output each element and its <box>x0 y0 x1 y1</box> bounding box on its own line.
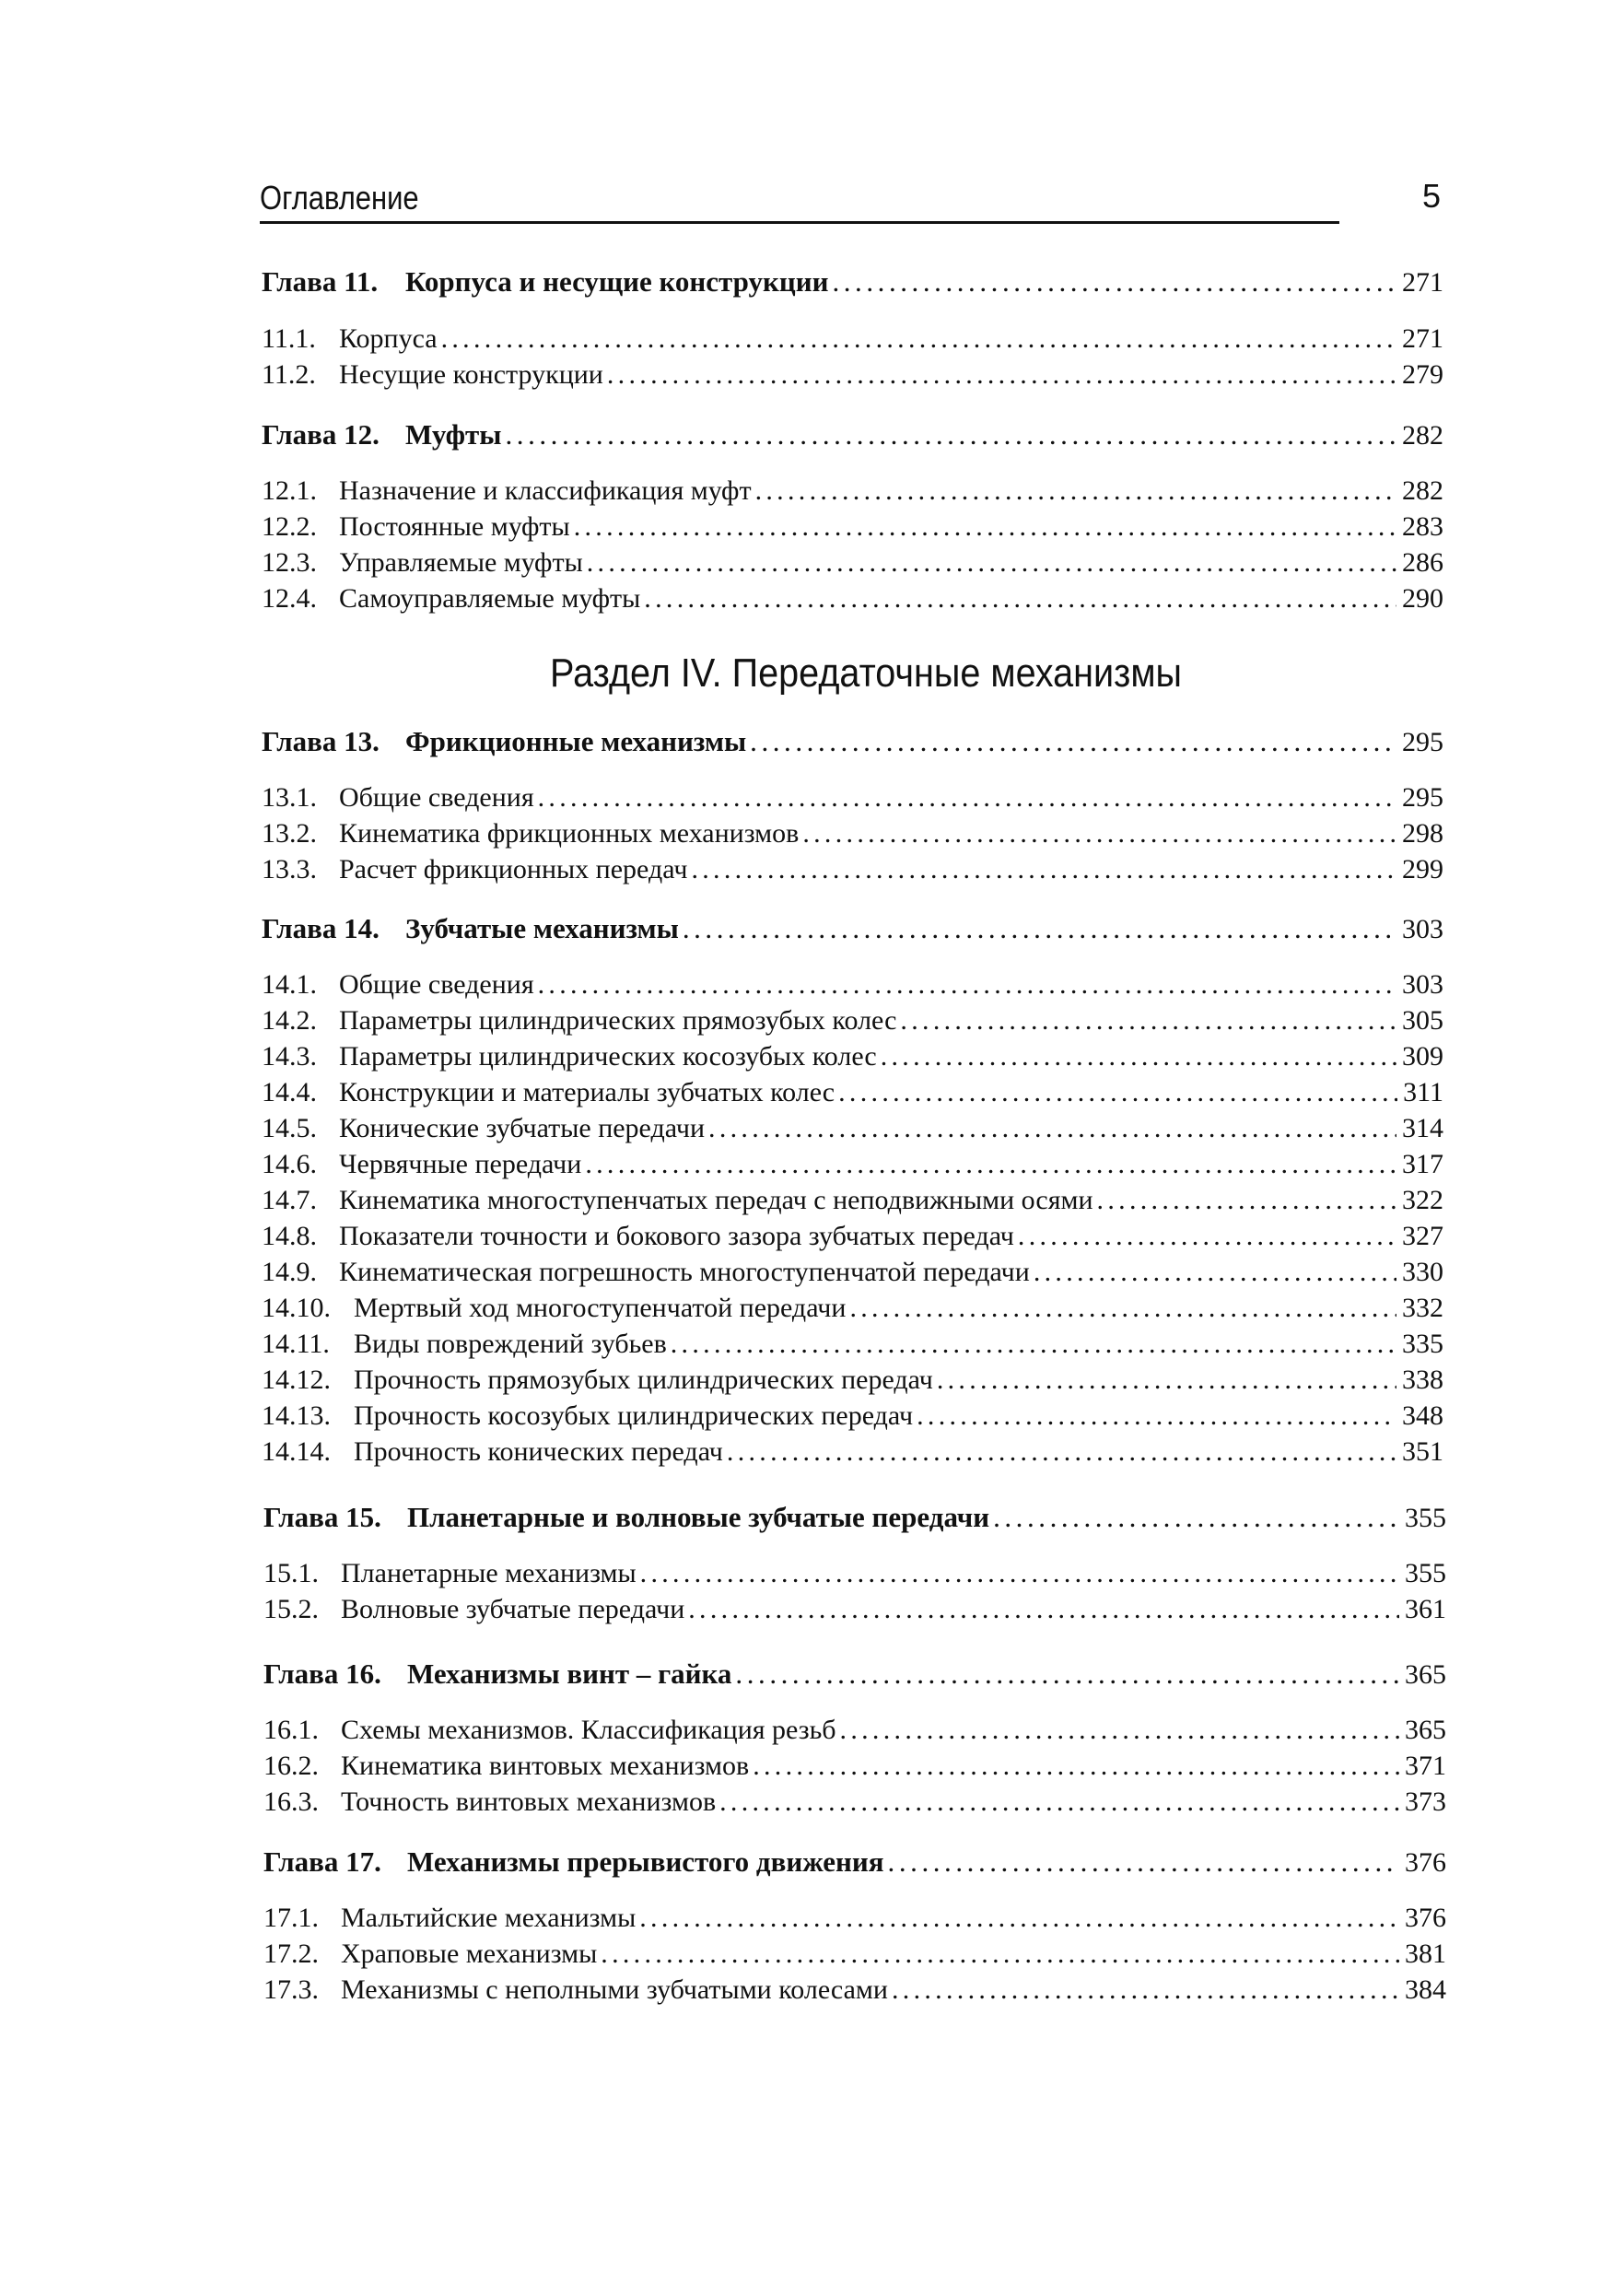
chapter-title: Планетарные и волновые зубчатые передачи <box>407 1501 990 1533</box>
dot-leader <box>585 1146 1396 1183</box>
dot-leader <box>708 1110 1396 1147</box>
section-number: 14.5. <box>262 1113 317 1143</box>
toc-section-14-4[interactable] <box>262 1074 1443 1111</box>
page-ref: 322 <box>1402 1185 1443 1215</box>
section-title: Общие сведения <box>339 969 534 1000</box>
section-title: Общие сведения <box>339 782 534 813</box>
dot-leader <box>900 1002 1396 1039</box>
chapter-title: Механизмы винт – гайка <box>407 1658 732 1690</box>
page-ref: 311 <box>1403 1077 1443 1107</box>
section-title: Прочность конических передач <box>354 1436 723 1467</box>
page-ref: 295 <box>1402 782 1443 813</box>
section-title: Кинематическая погрешность многоступенчатой передачи <box>339 1257 1030 1287</box>
toc-section-17-1[interactable] <box>263 1900 1446 1937</box>
section-number: 14.13. <box>262 1400 331 1431</box>
dot-leader <box>640 1555 1399 1592</box>
dot-leader <box>993 1499 1399 1536</box>
section-title: Схемы механизмов. Классификация резьб <box>341 1715 836 1745</box>
page-ref: 371 <box>1405 1751 1446 1781</box>
dot-leader <box>838 1074 1397 1111</box>
chapter-number: Глава 12. <box>262 418 380 451</box>
dot-leader <box>753 1748 1399 1785</box>
dot-leader <box>888 1844 1399 1880</box>
page-ref: 332 <box>1402 1293 1443 1323</box>
chapter-title: Муфты <box>405 418 502 451</box>
toc-section-14-8[interactable] <box>262 1218 1443 1255</box>
section-title: Параметры цилиндрических прямозубых колес <box>339 1005 897 1036</box>
page-ref: 381 <box>1405 1939 1446 1969</box>
section-title: Конические зубчатые передачи <box>339 1113 706 1143</box>
dot-leader <box>917 1398 1396 1435</box>
section-title: Самоуправляемые муфты <box>339 583 641 614</box>
section-number: 12.4. <box>262 583 317 614</box>
dot-leader <box>849 1290 1396 1327</box>
toc-section-14-11[interactable] <box>262 1326 1443 1363</box>
toc-section-13-1[interactable] <box>262 779 1443 816</box>
dot-leader <box>441 321 1396 357</box>
dot-leader <box>601 1936 1399 1973</box>
toc-chapter-12[interactable] <box>262 416 1443 453</box>
section-number: 16.3. <box>263 1786 319 1817</box>
dot-leader <box>750 723 1396 760</box>
dot-leader <box>802 815 1396 852</box>
dot-leader <box>505 416 1396 453</box>
page-ref: 384 <box>1405 1974 1446 2005</box>
page-ref: 317 <box>1402 1149 1443 1179</box>
dot-leader <box>688 1591 1399 1628</box>
page-ref: 330 <box>1402 1257 1443 1287</box>
section-number: 12.3. <box>262 547 317 578</box>
section-title: Волновые зубчатые передачи <box>341 1594 685 1624</box>
toc-section-12-4[interactable] <box>262 580 1443 617</box>
dot-leader <box>727 1434 1396 1470</box>
dot-leader <box>937 1362 1396 1399</box>
section-title: Расчет фрикционных передач <box>339 854 688 884</box>
section-title: Виды повреждений зубьев <box>354 1329 667 1359</box>
section-title: Кинематика многоступенчатых передач с неподвижными осями <box>339 1185 1093 1215</box>
page-ref: 327 <box>1402 1221 1443 1251</box>
section-number: 14.10. <box>262 1293 331 1323</box>
section-number: 14.3. <box>262 1041 317 1072</box>
toc-section-17-3[interactable] <box>263 1972 1446 2009</box>
section-title: Точность винтовых механизмов <box>341 1786 717 1817</box>
section-number: 14.2. <box>262 1005 317 1036</box>
section-number: 14.4. <box>262 1077 317 1107</box>
dot-leader <box>607 357 1396 393</box>
toc-section-16-1[interactable] <box>263 1712 1446 1749</box>
page-ref: 279 <box>1402 359 1443 390</box>
dot-leader <box>538 966 1396 1003</box>
dot-leader <box>691 851 1396 888</box>
toc-section-14-12[interactable] <box>262 1362 1443 1399</box>
toc-chapter-13[interactable] <box>262 723 1443 760</box>
page-ref: 303 <box>1402 914 1443 944</box>
section-number: 14.14. <box>262 1436 331 1467</box>
section-number: 17.3. <box>263 1974 319 2005</box>
section-title: Показатели точности и бокового зазора зубчатых передач <box>339 1221 1014 1251</box>
section-number: 16.2. <box>263 1751 319 1781</box>
toc-section-14-14[interactable] <box>262 1434 1443 1470</box>
section-title: Планетарные механизмы <box>341 1558 637 1588</box>
toc-section-16-2[interactable] <box>263 1748 1446 1785</box>
toc-section-13-3[interactable] <box>262 851 1443 888</box>
dot-leader <box>1097 1182 1396 1219</box>
section-number: 17.1. <box>263 1903 319 1933</box>
page-ref: 271 <box>1402 323 1443 354</box>
section-number: 16.1. <box>263 1715 319 1745</box>
page-number: 5 <box>1422 177 1442 215</box>
toc-section-15-1[interactable] <box>263 1555 1446 1592</box>
toc-section-12-3[interactable] <box>262 545 1443 581</box>
page-ref: 365 <box>1405 1715 1446 1745</box>
chapter-title: Механизмы прерывистого движения <box>407 1845 884 1878</box>
section-title: Прочность косозубых цилиндрических передач <box>354 1400 914 1431</box>
section-number: 14.12. <box>262 1365 331 1395</box>
section-number: 14.1. <box>262 969 317 1000</box>
page-ref: 335 <box>1402 1329 1443 1359</box>
section-title: Кинематика винтовых механизмов <box>341 1751 750 1781</box>
section-title: Назначение и классификация муфт <box>339 475 752 506</box>
dot-leader <box>1034 1254 1396 1291</box>
chapter-number: Глава 16. <box>263 1658 381 1690</box>
chapter-number: Глава 13. <box>262 725 380 757</box>
section-title: Мертвый ход многоступенчатой передачи <box>354 1293 847 1323</box>
section-title: Механизмы с неполными зубчатыми колесами <box>341 1974 888 2005</box>
toc-section-14-5[interactable] <box>262 1110 1443 1147</box>
page-ref: 309 <box>1402 1041 1443 1072</box>
chapter-title: Зубчатые механизмы <box>405 912 679 944</box>
toc-chapter-14[interactable] <box>262 910 1443 947</box>
toc-section-14-3[interactable] <box>262 1038 1443 1075</box>
chapter-number: Глава 17. <box>263 1845 381 1878</box>
page-ref: 305 <box>1402 1005 1443 1036</box>
page-ref: 282 <box>1402 420 1443 451</box>
section-title: Храповые механизмы <box>341 1939 598 1969</box>
section-title: Корпуса <box>339 323 438 354</box>
dot-leader <box>538 779 1396 816</box>
toc-section-15-2[interactable] <box>263 1591 1446 1628</box>
running-header-title: Оглавление <box>260 179 419 217</box>
section-title: Несущие конструкции <box>339 359 603 390</box>
page-ref: 290 <box>1402 583 1443 614</box>
section-title: Червячные передачи <box>339 1149 582 1179</box>
dot-leader <box>881 1038 1396 1075</box>
page-ref: 299 <box>1402 854 1443 884</box>
part-heading: Раздел IV. Передаточные механизмы <box>549 650 1183 696</box>
page-ref: 282 <box>1402 475 1443 506</box>
section-title: Постоянные муфты <box>339 511 570 542</box>
dot-leader <box>840 1712 1399 1749</box>
dot-leader <box>735 1656 1399 1693</box>
section-number: 13.2. <box>262 818 317 849</box>
dot-leader <box>1018 1218 1396 1255</box>
page-ref: 351 <box>1402 1436 1443 1467</box>
page-ref: 376 <box>1405 1847 1446 1878</box>
section-title: Кинематика фрикционных механизмов <box>339 818 800 849</box>
dot-leader <box>587 545 1396 581</box>
page-ref: 376 <box>1405 1903 1446 1933</box>
chapter-title: Фрикционные механизмы <box>405 725 747 757</box>
section-number: 13.1. <box>262 782 317 813</box>
toc-section-14-1[interactable] <box>262 966 1443 1003</box>
page-ref: 338 <box>1402 1365 1443 1395</box>
dot-leader <box>639 1900 1399 1937</box>
page-ref: 365 <box>1405 1659 1446 1690</box>
chapter-number: Глава 11. <box>262 265 379 298</box>
chapter-number: Глава 14. <box>262 912 380 944</box>
toc-chapter-16[interactable] <box>263 1656 1446 1693</box>
dot-leader <box>574 509 1396 545</box>
toc-section-14-7[interactable] <box>262 1182 1443 1219</box>
section-number: 14.7. <box>262 1185 317 1215</box>
toc-chapter-15[interactable] <box>263 1499 1446 1536</box>
toc-section-14-6[interactable] <box>262 1146 1443 1183</box>
section-number: 15.1. <box>263 1558 319 1588</box>
section-number: 14.11. <box>262 1329 330 1359</box>
toc-section-14-9[interactable] <box>262 1254 1443 1291</box>
toc-section-12-1[interactable] <box>262 473 1443 510</box>
section-title: Мальтийские механизмы <box>341 1903 637 1933</box>
toc-chapter-11[interactable] <box>262 264 1443 300</box>
toc-section-11-1[interactable] <box>262 321 1443 357</box>
dot-leader <box>755 473 1396 510</box>
section-number: 12.1. <box>262 475 317 506</box>
page-ref: 303 <box>1402 969 1443 1000</box>
page-ref: 283 <box>1402 511 1443 542</box>
dot-leader <box>644 580 1396 617</box>
page-ref: 348 <box>1402 1400 1443 1431</box>
page-ref: 298 <box>1402 818 1443 849</box>
dot-leader <box>683 910 1396 947</box>
toc-section-14-13[interactable] <box>262 1398 1443 1435</box>
section-number: 17.2. <box>263 1939 319 1969</box>
section-title: Параметры цилиндрических косозубых колес <box>339 1041 877 1072</box>
section-title: Конструкции и материалы зубчатых колес <box>339 1077 835 1107</box>
section-number: 12.2. <box>262 511 317 542</box>
toc-chapter-17[interactable] <box>263 1844 1446 1880</box>
page-ref: 295 <box>1402 727 1443 757</box>
section-number: 13.3. <box>262 854 317 884</box>
section-number: 14.8. <box>262 1221 317 1251</box>
section-number: 14.6. <box>262 1149 317 1179</box>
page-ref: 361 <box>1405 1594 1446 1624</box>
chapter-number: Глава 15. <box>263 1501 381 1533</box>
toc-section-14-10[interactable] <box>262 1290 1443 1327</box>
page-ref: 355 <box>1405 1503 1446 1533</box>
section-number: 11.2. <box>262 359 316 390</box>
section-number: 11.1. <box>262 323 316 354</box>
dot-leader <box>892 1972 1399 2009</box>
page-ref: 314 <box>1402 1113 1443 1143</box>
page-ref: 286 <box>1402 547 1443 578</box>
chapter-title: Корпуса и несущие конструкции <box>405 265 829 298</box>
toc-section-12-2[interactable] <box>262 509 1443 545</box>
page-ref: 373 <box>1405 1786 1446 1817</box>
dot-leader <box>719 1784 1399 1821</box>
toc-section-16-3[interactable] <box>263 1784 1446 1821</box>
header-rule <box>260 221 1339 224</box>
page-ref: 355 <box>1405 1558 1446 1588</box>
dot-leader <box>671 1326 1396 1363</box>
toc-section-13-2[interactable] <box>262 815 1443 852</box>
page-ref: 271 <box>1402 267 1443 298</box>
dot-leader <box>832 264 1396 300</box>
toc-section-14-2[interactable] <box>262 1002 1443 1039</box>
toc-section-17-2[interactable] <box>263 1936 1446 1973</box>
section-number: 14.9. <box>262 1257 317 1287</box>
section-number: 15.2. <box>263 1594 319 1624</box>
section-title: Прочность прямозубых цилиндрических передач <box>354 1365 933 1395</box>
toc-section-11-2[interactable] <box>262 357 1443 393</box>
section-title: Управляемые муфты <box>339 547 583 578</box>
